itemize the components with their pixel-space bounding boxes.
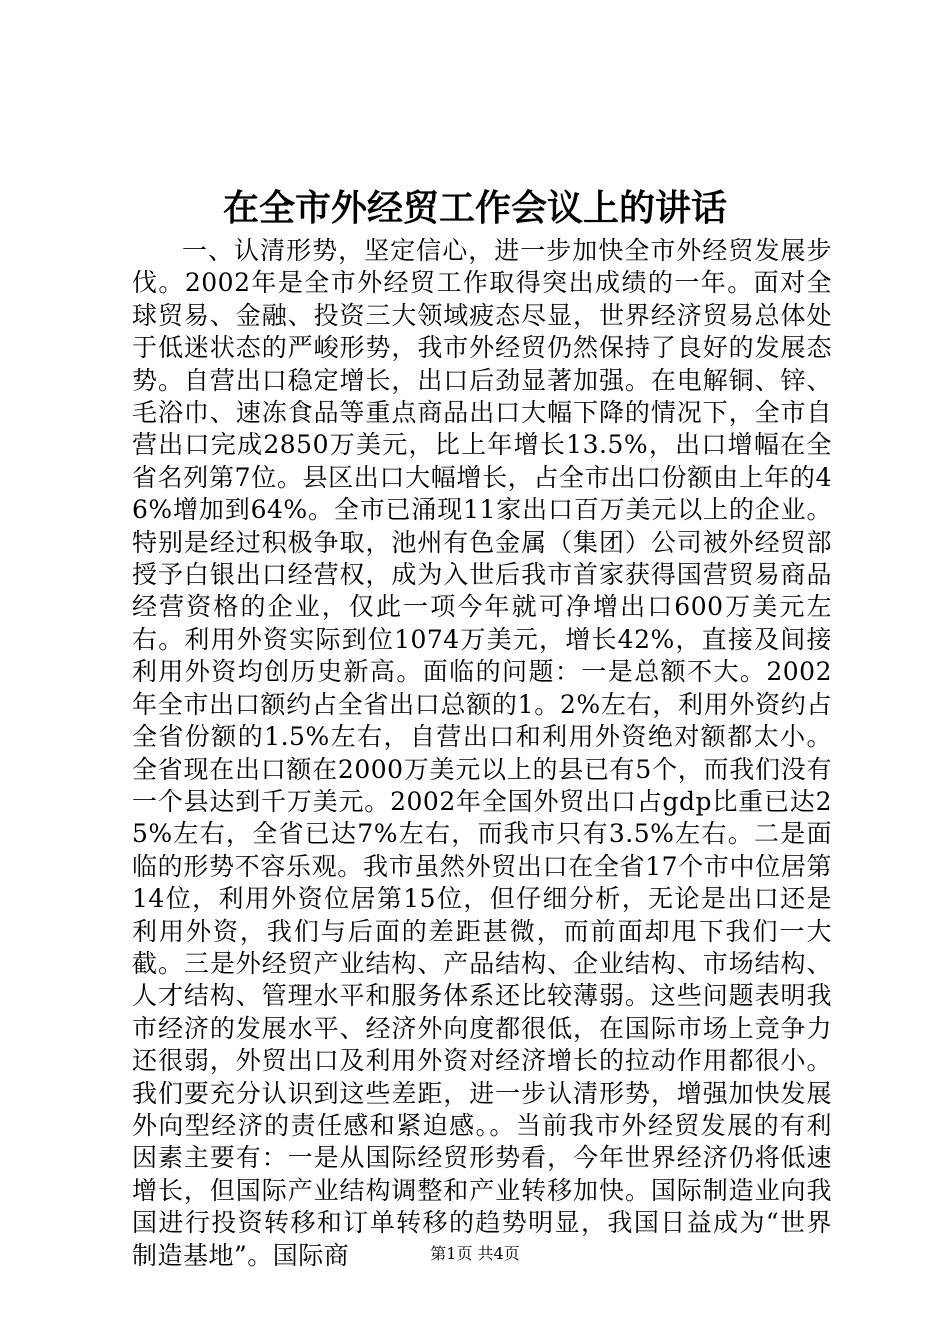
document-body-paragraph: 一、认清形势，坚定信心，进一步加快全市外经贸发展步伐。2002年是全市外经贸工作取得突出成绩的一年。面对全球贸易、金融、投资三大领域疲态尽显，世界经济贸易总体处于低迷状态的严峻形势，我市外经贸仍然保持了良好的发展态势。自营出口稳定增长，出口后劲显著加强。在电解铜、锌、毛浴巾、速冻食品等重点商品出口大幅下降的情况下，全市自营出口完成2850万美元，比上年增长13.5%，出口增幅在全省名列第7位。县区出口大幅增长，占全市出口份额由上年的46%增加到64%。全市已涌现11家出口百万美元以上的企业。特别是经过积极争取，池州有色金属（集团）公司被外经贸部授予白银出口经营权，成为入世后我市首家获得国营贸易商品经营资格的企业，仅此一项今年就可净增出口600万美元左右。利用外资实际到位1074万美元，增长42%，直接及间接利用外资均创历史新高。面临的问题：一是总额不大。2002年全市出口额约占全省出口总额的1。2%左右，利用外资约占全省份额的1.5%左右，自营出口和利用外资绝对额都太小。全省现在出口额在2000万美元以上的县已有5个，而我们没有一个县达到千万美元。2002年全国外贸出口占gdp比重已达25%左右，全省已达7%左右，而我市只有3.5%左右。二是面临的形势不容乐观。我市虽然外贸出口在全省17个市中位居第14位，利用外资位居第15位，但仔细分析，无论是出口还是利用外资，我们与后面的差距甚微，而前面却甩下我们一大截。三是外经贸产业结构、产品结构、企业结构、市场结构、人才结构、管理水平和服务体系还比较薄弱。这些问题表明我市经济的发展水平、经济外向度都很低，在国际市场上竞争力还很弱，外贸出口及利用外资对经济增长的拉动作用都很小。我们要充分认识到这些差距，进一步认清形势，增强加快发展外向型经济的责任感和紧迫感。。当前我市外经贸发展的有利因素主要有：一是从国际经贸形势看，今年世界经济仍将低速增长，但国际产业结构调整和产业转移加快。国际制造业向我国进行投资转移和订单转移的趋势明显，我国日益成为“世界制造基地”。国际商 bbox=[132, 236, 832, 1270]
document-title: 在全市外经贸工作会议上的讲话 bbox=[222, 187, 727, 229]
page-number-footer: 第1页 共4页 bbox=[430, 1244, 520, 1263]
